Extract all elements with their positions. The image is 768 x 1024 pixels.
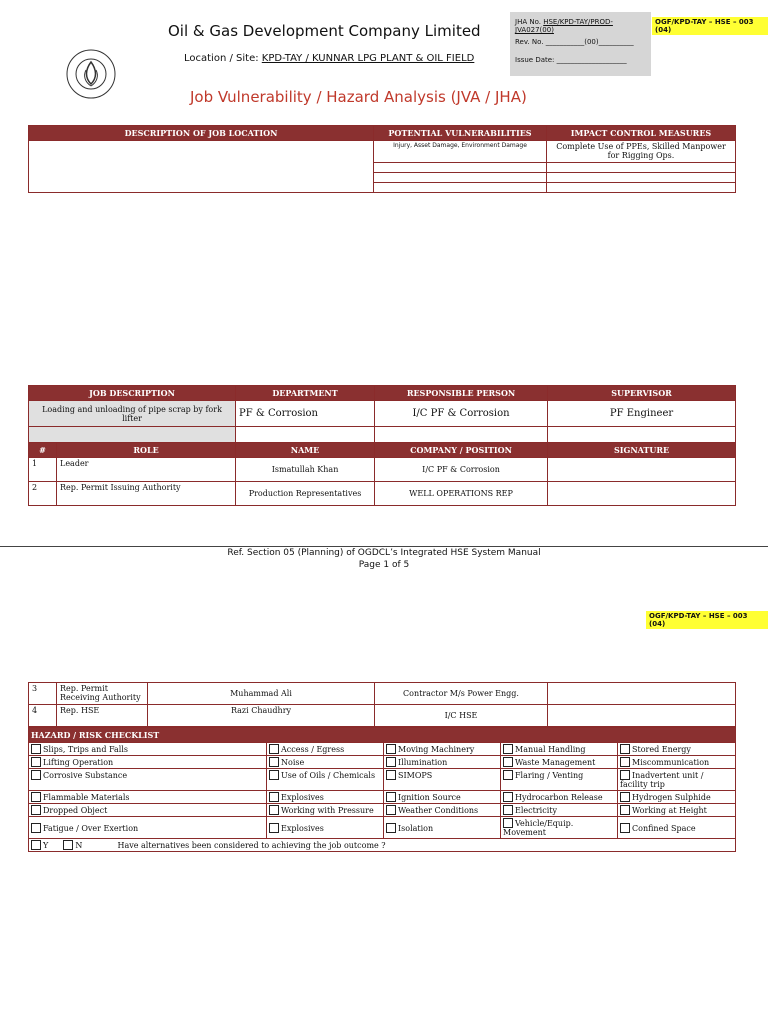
checklist-item[interactable]: Hydrocarbon Release	[501, 791, 618, 804]
checkbox[interactable]	[31, 757, 41, 767]
header-number: #	[29, 443, 57, 458]
checklist-item[interactable]: Moving Machinery	[384, 743, 501, 756]
roles-continued-table	[28, 682, 736, 727]
company-cell[interactable]: Contractor M/s Power Engg.	[375, 683, 548, 705]
checklist-item[interactable]: Fatigue / Over Exertion	[29, 817, 267, 839]
checkbox[interactable]	[503, 770, 513, 780]
location-label: Location / Site:	[184, 53, 262, 64]
checklist-item[interactable]: Access / Egress	[267, 743, 384, 756]
control-measure-cell[interactable]	[547, 183, 736, 193]
checklist-row	[29, 769, 736, 791]
location-line	[184, 53, 474, 64]
jha-number: JHA No. HSE/KPD-TAY/PROD-JVA027(00)	[515, 18, 613, 34]
checklist-item[interactable]: Illumination	[384, 756, 501, 769]
checklist-item[interactable]: Flammable Materials	[29, 791, 267, 804]
role-cell[interactable]: Rep. Permit Issuing Authority	[57, 482, 236, 506]
checkbox[interactable]	[620, 792, 630, 802]
checklist-item[interactable]: Corrosive Substance	[29, 769, 267, 791]
checklist-item[interactable]: Stored Energy	[618, 743, 736, 756]
checkbox[interactable]	[503, 757, 513, 767]
company-logo	[65, 48, 117, 100]
department-value[interactable]: PF & Corrosion	[236, 401, 375, 427]
checklist-item[interactable]: Dropped Object	[29, 804, 267, 817]
alternatives-row	[29, 839, 736, 852]
checklist-item[interactable]: Isolation	[384, 817, 501, 839]
checklist-row	[29, 743, 736, 756]
checkbox[interactable]	[386, 757, 396, 767]
checklist-item[interactable]: Flaring / Venting	[501, 769, 618, 791]
yes-label: Y	[43, 841, 49, 850]
checkbox[interactable]	[620, 757, 630, 767]
supervisor-value[interactable]: PF Engineer	[548, 401, 736, 427]
checklist-item[interactable]: Miscommunication	[618, 756, 736, 769]
name-cell[interactable]: Production Representatives	[236, 482, 375, 506]
table-row	[29, 683, 736, 705]
checklist-item[interactable]: Manual Handling	[501, 743, 618, 756]
checklist-item[interactable]: Inadvertent unit / facility trip	[618, 769, 736, 791]
checkbox[interactable]	[620, 744, 630, 754]
checklist-item[interactable]: Weather Conditions	[384, 804, 501, 817]
checklist-row	[29, 756, 736, 769]
hazard-checklist-table	[28, 727, 736, 852]
revision-number: Rev. No. ___________(00)__________	[515, 38, 634, 46]
checkbox[interactable]	[31, 792, 41, 802]
table-row	[29, 458, 736, 482]
header-role: ROLE	[57, 443, 236, 458]
checklist-item[interactable]: Working at Height	[618, 804, 736, 817]
vulnerability-cell[interactable]	[374, 163, 547, 173]
job-description-table	[28, 385, 736, 506]
location-value: KPD-TAY / KUNNAR LPG PLANT & OIL FIELD	[261, 53, 475, 64]
checkbox[interactable]	[620, 805, 630, 815]
vulnerability-cell[interactable]	[374, 173, 547, 183]
job-location-table	[28, 125, 736, 193]
no-checkbox[interactable]	[63, 840, 73, 850]
checklist-item[interactable]: Explosives	[267, 817, 384, 839]
company-name: Oil & Gas Development Company Limited	[168, 22, 481, 40]
signature-cell[interactable]	[548, 683, 736, 705]
checklist-row	[29, 791, 736, 804]
checkbox[interactable]	[269, 757, 279, 767]
signature-cell[interactable]	[548, 705, 736, 727]
job-description-value[interactable]: Loading and unloading of pipe scrap by fork lifter	[29, 401, 236, 427]
page-divider	[0, 546, 768, 547]
company-cell[interactable]: I/C HSE	[375, 705, 548, 727]
name-cell[interactable]: Ismatullah Khan	[236, 458, 375, 482]
name-cell[interactable]: Muhammad Ali	[148, 683, 375, 705]
document-code-page2: OGF/KPD-TAY – HSE – 003 (04)	[646, 611, 768, 629]
control-measure-cell[interactable]	[547, 173, 736, 183]
signature-cell[interactable]	[548, 482, 736, 506]
checkbox[interactable]	[31, 770, 41, 780]
checklist-item[interactable]: Electricity	[501, 804, 618, 817]
alternatives-question-cell	[29, 839, 736, 852]
checkbox[interactable]	[269, 744, 279, 754]
checkbox[interactable]	[31, 744, 41, 754]
checklist-item[interactable]: Hydrogen Sulphide	[618, 791, 736, 804]
checklist-item[interactable]: Waste Management	[501, 756, 618, 769]
checkbox[interactable]	[386, 805, 396, 815]
checklist-item[interactable]: Use of Oils / Chemicals	[267, 769, 384, 791]
checkbox[interactable]	[503, 818, 513, 828]
table-row	[29, 482, 736, 506]
checkbox[interactable]	[269, 770, 279, 780]
header-responsible-person: RESPONSIBLE PERSON	[375, 386, 548, 401]
checkbox[interactable]	[386, 770, 396, 780]
checkbox[interactable]	[386, 744, 396, 754]
checklist-item[interactable]: Explosives	[267, 791, 384, 804]
checklist-row	[29, 804, 736, 817]
yes-checkbox[interactable]	[31, 840, 41, 850]
table-row	[29, 705, 736, 727]
checklist-row	[29, 817, 736, 839]
vulnerability-cell[interactable]	[374, 183, 547, 193]
form-title: Job Vulnerability / Hazard Analysis (JVA / JHA)	[190, 88, 527, 106]
reference-note: Ref. Section 05 (Planning) of OGDCL’s Integrated HSE System Manual	[227, 548, 541, 558]
jha-info-box	[510, 12, 651, 76]
header-job-location: DESCRIPTION OF JOB LOCATION	[29, 126, 374, 141]
name-cell[interactable]: Razi Chaudhry	[148, 705, 375, 727]
checklist-item[interactable]: Confined Space	[618, 817, 736, 839]
alternatives-question: Have alternatives been considered to achieving the job outcome ?	[117, 841, 386, 850]
header-name: NAME	[236, 443, 375, 458]
checkbox[interactable]	[31, 805, 41, 815]
header-job-description: JOB DESCRIPTION	[29, 386, 236, 401]
role-number: 3	[29, 683, 57, 705]
signature-cell[interactable]	[548, 458, 736, 482]
checkbox[interactable]	[31, 823, 41, 833]
header-company-position: COMPANY / POSITION	[375, 443, 548, 458]
document-code: OGF/KPD-TAY – HSE – 003 (04)	[652, 17, 768, 35]
header-supervisor: SUPERVISOR	[548, 386, 736, 401]
checklist-item[interactable]: Ignition Source	[384, 791, 501, 804]
checklist-item[interactable]: Working with Pressure	[267, 804, 384, 817]
job-description-extra[interactable]	[29, 427, 236, 443]
page-number: Page 1 of 5	[358, 560, 410, 570]
header-control-measures: IMPACT CONTROL MEASURES	[547, 126, 736, 141]
role-number: 4	[29, 705, 57, 727]
checklist-item[interactable]: Noise	[267, 756, 384, 769]
role-cell[interactable]: Rep. Permit Receiving Authority	[57, 683, 148, 705]
job-location-cell[interactable]	[29, 141, 374, 193]
role-number: 2	[29, 482, 57, 506]
header-signature: SIGNATURE	[548, 443, 736, 458]
control-measure-cell[interactable]: Complete Use of PPEs, Skilled Manpower for Rigging Ops.	[547, 141, 736, 163]
checkbox[interactable]	[386, 823, 396, 833]
checklist-item[interactable]: Slips, Trips and Falls	[29, 743, 267, 756]
checkbox[interactable]	[503, 792, 513, 802]
header-hazard-checklist: HAZARD / RISK CHECKLIST	[29, 728, 736, 743]
company-cell[interactable]: WELL OPERATIONS REP	[375, 482, 548, 506]
header-department: DEPARTMENT	[236, 386, 375, 401]
checkbox[interactable]	[269, 823, 279, 833]
checkbox[interactable]	[269, 792, 279, 802]
checklist-item[interactable]: Vehicle/Equip. Movement	[501, 817, 618, 839]
checkbox[interactable]	[503, 744, 513, 754]
checkbox[interactable]	[503, 805, 513, 815]
control-measure-cell[interactable]	[547, 163, 736, 173]
supervisor-extra[interactable]	[548, 427, 736, 443]
vulnerability-cell[interactable]: Injury, Asset Damage, Environment Damage	[374, 141, 547, 163]
issue-date: Issue Date: ____________________	[515, 56, 627, 64]
role-number: 1	[29, 458, 57, 482]
company-cell[interactable]: I/C PF & Corrosion	[375, 458, 548, 482]
responsible-extra[interactable]	[375, 427, 548, 443]
checkbox[interactable]	[620, 770, 630, 780]
no-label: N	[75, 841, 83, 850]
department-extra[interactable]	[236, 427, 375, 443]
role-cell[interactable]: Leader	[57, 458, 236, 482]
responsible-person-value[interactable]: I/C PF & Corrosion	[375, 401, 548, 427]
checkbox[interactable]	[386, 792, 396, 802]
header-vulnerabilities: POTENTIAL VULNERABILITIES	[374, 126, 547, 141]
checkbox[interactable]	[269, 805, 279, 815]
role-cell[interactable]: Rep. HSE	[57, 705, 148, 727]
checkbox[interactable]	[620, 823, 630, 833]
checklist-item[interactable]: SIMOPS	[384, 769, 501, 791]
checklist-item[interactable]: Lifting Operation	[29, 756, 267, 769]
